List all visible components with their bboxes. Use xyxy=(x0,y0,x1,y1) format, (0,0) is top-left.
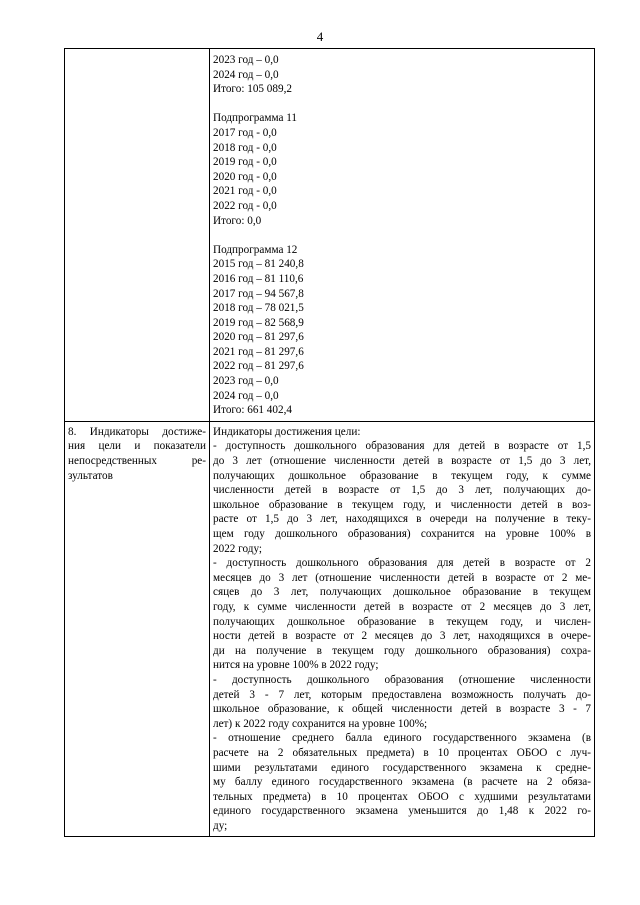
text-line: 2022 году; xyxy=(213,542,262,555)
label-line: непосредственных ре- xyxy=(68,455,206,468)
text-line: ди на получение в текущем году дошкольного образования) сохра- xyxy=(213,644,591,657)
funding-line: 2018 год - 0,0 xyxy=(213,141,277,154)
funding-line: 2020 год - 0,0 xyxy=(213,170,277,183)
funding-total: Итого: 0,0 xyxy=(213,214,262,227)
cell-funding-values xyxy=(210,49,595,422)
table-row-funding xyxy=(65,49,595,422)
text-line: сяцев до 3 лет, получающих дошкольное образование в текущем xyxy=(213,586,591,599)
text-line: шими результатами единого государственного экзамена к средне- xyxy=(213,761,591,774)
indicator-paragraph xyxy=(213,556,591,673)
funding-line: 2024 год – 0,0 xyxy=(213,68,279,81)
text-line: нится на уровне 100% в 2022 году; xyxy=(213,659,379,672)
funding-line: 2017 год – 94 567,8 xyxy=(213,287,304,300)
text-line: расте от 1,5 до 3 лет, находящихся в очереди на получение в теку- xyxy=(213,513,591,526)
text-line: году, к сумме численности детей в возрасте от 2 месяцев до 3 лет, xyxy=(213,600,591,613)
text-line: - доступность дошкольного образования для детей в возрасте от 1,5 xyxy=(213,440,591,453)
text-line: щем году дошкольного образования) сохранится на уровне 100% в xyxy=(213,528,591,540)
text-line: лет) к 2022 году сохранится на уровне 100%; xyxy=(213,717,428,730)
funding-line: 2018 год – 78 021,5 xyxy=(213,302,304,315)
funding-line: 2023 год – 0,0 xyxy=(213,54,279,66)
page-number: 4 xyxy=(316,29,324,44)
funding-line: 2019 год - 0,0 xyxy=(213,156,277,169)
cell-indicators-label xyxy=(65,421,210,837)
text-line: месяцев до 3 лет (отношение численности детей в возрасте от 2 ме- xyxy=(213,571,591,584)
funding-line: 2016 год – 81 110,6 xyxy=(213,272,304,285)
funding-block-subprogram-11 xyxy=(213,111,591,228)
text-line: получающих дошкольное образование в текущем году, и числен- xyxy=(213,615,591,628)
funding-line: 2019 год – 82 568,9 xyxy=(213,316,304,329)
text-line: получающих дошкольное образование в текущем году, к сумме xyxy=(213,469,591,482)
funding-line: 2021 год – 81 297,6 xyxy=(213,345,304,358)
funding-line: 2017 год - 0,0 xyxy=(213,126,277,139)
indicator-paragraph xyxy=(213,731,591,833)
text-line: - доступность дошкольного образования (отношение численности xyxy=(213,673,591,686)
subprogram-title: Подпрограмма 12 xyxy=(213,243,298,256)
funding-line: 2022 год - 0,0 xyxy=(213,199,277,212)
text-line: му баллу единого государственного экзамена (в расчете на 2 обяза- xyxy=(213,776,591,789)
funding-line: 2020 год – 81 297,6 xyxy=(213,331,304,344)
text-line: численности детей в возрасте от 1,5 до 3 лет, получающих до- xyxy=(213,484,591,497)
subprogram-title: Подпрограмма 11 xyxy=(213,112,297,125)
text-line: расчете на 2 обязательных предмета) в 10 процентах ОБОО с луч- xyxy=(213,746,591,759)
text-line: школьное образование в текущем году, и численности детей в воз- xyxy=(213,498,591,511)
funding-line: 2024 год – 0,0 xyxy=(213,389,279,402)
table-row-indicators xyxy=(65,421,595,837)
cell-funding-label xyxy=(65,49,210,422)
funding-total: Итого: 105 089,2 xyxy=(213,83,292,96)
funding-total: Итого: 661 402,4 xyxy=(213,404,292,417)
text-line: - доступность дошкольного образования для детей в возрасте от 2 xyxy=(213,557,591,570)
funding-line: 2015 год – 81 240,8 xyxy=(213,258,304,271)
label-line: ния цели и показатели xyxy=(68,440,206,453)
text-line: детей 3 - 7 лет, которым предоставлена возможность получать до- xyxy=(213,688,591,701)
indicator-paragraph xyxy=(213,673,591,731)
label-line: 8. Индикаторы достиже- xyxy=(68,425,206,438)
text-line: школьное образование, к общей численности детей в возрасте 3 - 7 xyxy=(213,703,591,716)
funding-line: 2021 год - 0,0 xyxy=(213,185,277,198)
text-line: тельных предмета) в 10 процентах ОБОО с худшими результатами xyxy=(213,790,591,803)
text-line: ности детей в возрасте от 2 месяцев до 3 лет, находящихся в очере- xyxy=(213,630,591,643)
funding-line: 2023 год – 0,0 xyxy=(213,375,279,388)
funding-block-previous xyxy=(213,53,591,97)
funding-line: 2022 год – 81 297,6 xyxy=(213,360,304,373)
indicators-heading: Индикаторы достижения цели: xyxy=(213,425,361,438)
program-passport-table xyxy=(64,48,595,837)
cell-indicators-text xyxy=(210,421,595,837)
label-line: зультатов xyxy=(68,469,113,482)
text-line: ду; xyxy=(213,819,228,832)
text-line: - отношение среднего балла единого государственного экзамена (в xyxy=(213,732,591,745)
funding-block-subprogram-12 xyxy=(213,243,591,418)
text-line: до 3 лет (отношение численности детей в возрасте от 1,5 до 3 лет, xyxy=(213,455,591,468)
indicator-paragraph xyxy=(213,439,591,556)
text-line: единого государственного экзамена уменьшится до 1,48 к 2022 го- xyxy=(213,805,591,818)
